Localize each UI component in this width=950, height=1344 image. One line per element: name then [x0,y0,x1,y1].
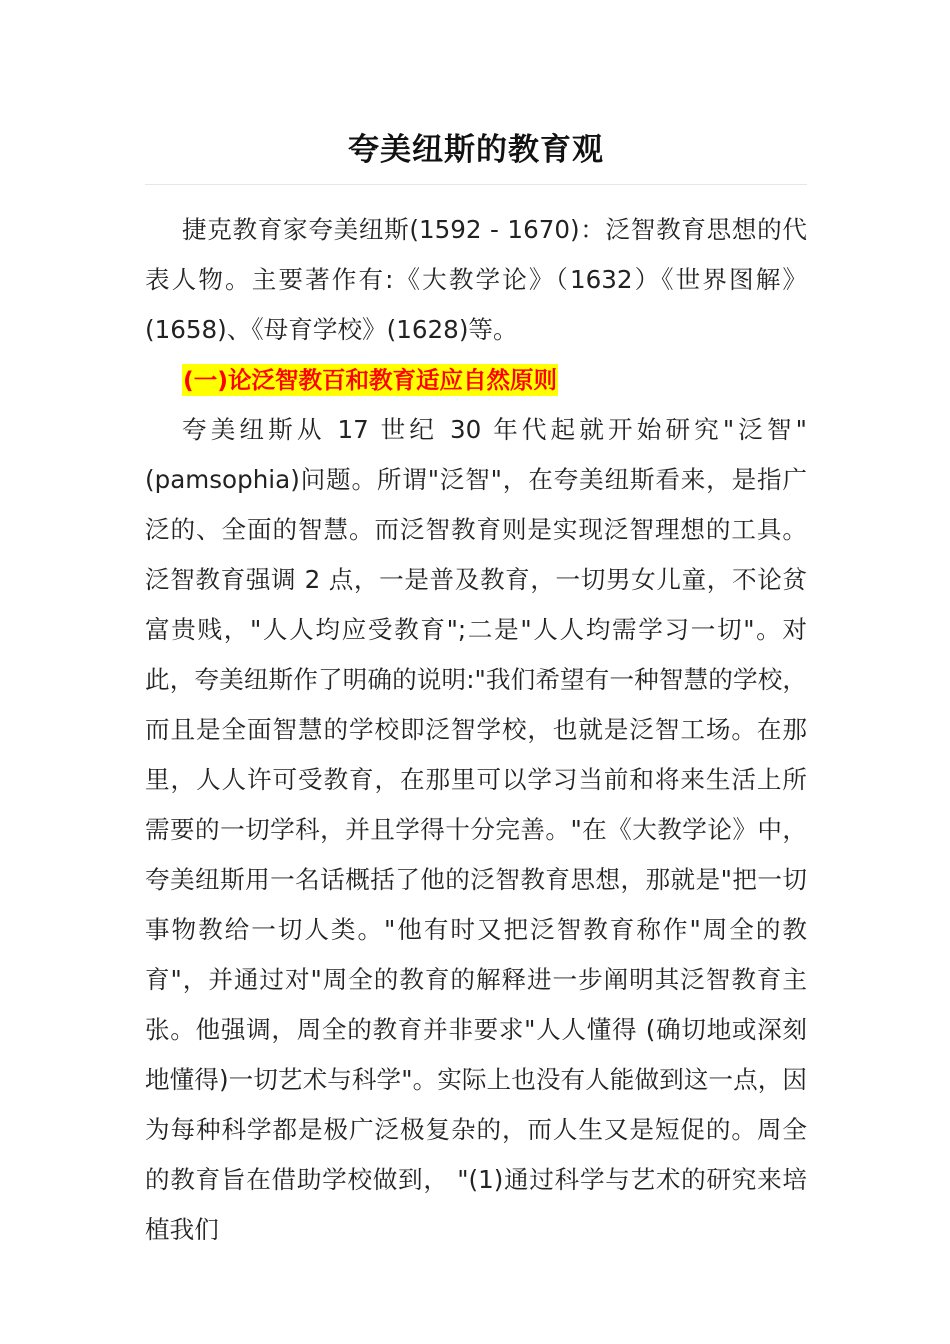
document-body [145,205,807,1255]
document-title: 夸美纽斯的教育观 [348,132,604,168]
section-heading [145,355,807,405]
intro-paragraph: 捷克教育家夸美纽斯(1592 - 1670)：泛智教育思想的代表人物。主要著作有:《大教学论》（1632）《世界图解》(1658)、《母育学校》(1628)等。 [145,215,807,344]
body-paragraph: 夸美纽斯从 17 世纪 30 年代起就开始研究"泛智"(pamsophia)问题。所谓"泛智"，在夸美纽斯看来，是指广泛的、全面的智慧。而泛智教育则是实现泛智理想的工具。泛智教育强调 2 点，一是普及教育，一切男女儿童，不论贫富贵贱，"人人均应受教育";二是"人人均需学习一切"。对此，夸美纽斯作了明确的说明:"我们希望有一种智慧的学校，而且是全面智慧的学校即泛智学校，也就是泛智工场。在那里，人人许可受教育，在那里可以学习当前和将来生活上所需要的一切学科，并且学得十分完善。"在《大教学论》中，夸美纽斯用一名话概括了他的泛智教育思想，那就是"把一切事物教给一切人类。"他有时又把泛智教育称作"周全的教育"，并通过对"周全的教育的解释进一步阐明其泛智教育主张。他强调，周全的教育并非要求"人人懂得 (确切地或深刻地懂得)一切艺术与科学"。实际上也没有人能做到这一点，因为每种科学都是极广泛极复杂的，而人生又是短促的。周全的教育旨在借助学校做到， "(1)通过科学与艺术的研究来培植我们 [145,415,807,1244]
section-heading-text: (一)论泛智教百和教育适应自然原则 [183,366,557,394]
title-divider [145,184,807,185]
